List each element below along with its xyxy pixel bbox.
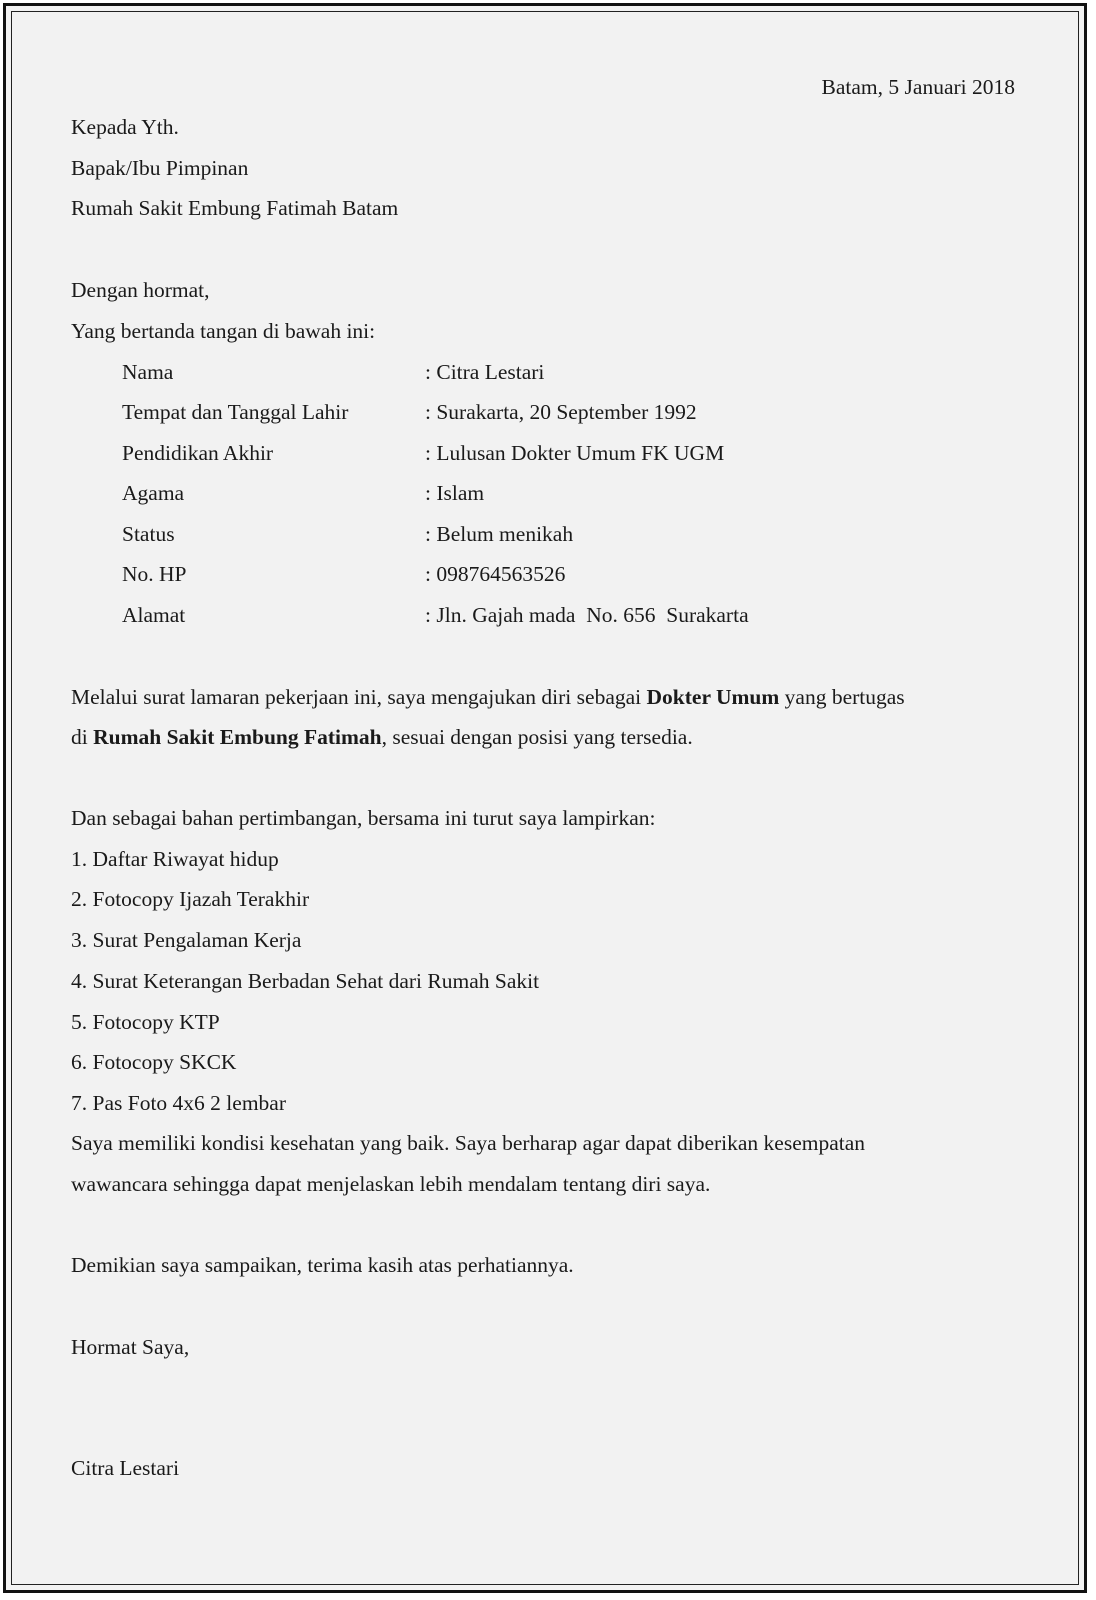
attachment-item: 6. Fotocopy SKCK bbox=[71, 1050, 237, 1074]
attachment-item: 2. Fotocopy Ijazah Terakhir bbox=[71, 887, 310, 911]
identity-label: Nama bbox=[122, 360, 174, 384]
identity-label: Agama bbox=[122, 481, 185, 505]
closing-line: Demikian saya sampaikan, terima kasih atas perhatiannya. bbox=[71, 1253, 574, 1277]
attachment-item: 1. Daftar Riwayat hidup bbox=[71, 847, 279, 871]
purpose-line-2 bbox=[71, 724, 693, 750]
identity-label: No. HP bbox=[122, 562, 187, 586]
identity-value: : 098764563526 bbox=[425, 562, 566, 586]
recipient-line-3: Rumah Sakit Embung Fatimah Batam bbox=[71, 196, 399, 220]
purpose-text: yang bertugas bbox=[779, 685, 905, 709]
attachments-intro: Dan sebagai bahan pertimbangan, bersama ini turut saya lampirkan: bbox=[71, 806, 656, 830]
identity-value: : Citra Lestari bbox=[425, 360, 545, 384]
position-name: Dokter Umum bbox=[646, 685, 780, 709]
identity-value: : Jln. Gajah mada No. 656 Surakarta bbox=[425, 603, 749, 627]
letter-date: Batam, 5 Januari 2018 bbox=[821, 75, 1015, 99]
health-line-2: wawancara sehingga dapat menjelaskan lebih mendalam tentang diri saya. bbox=[71, 1172, 711, 1196]
purpose-text: Melalui surat lamaran pekerjaan ini, saya mengajukan diri sebagai bbox=[71, 685, 647, 709]
identity-value: : Lulusan Dokter Umum FK UGM bbox=[425, 441, 725, 465]
identity-label: Status bbox=[122, 522, 175, 546]
health-line-1: Saya memiliki kondisi kesehatan yang baik. Saya berharap agar dapat diberikan kesempatan bbox=[71, 1131, 866, 1155]
attachment-item: 7. Pas Foto 4x6 2 lembar bbox=[71, 1091, 286, 1115]
identity-value: : Surakarta, 20 September 1992 bbox=[425, 400, 697, 424]
identity-label: Alamat bbox=[122, 603, 186, 627]
attachment-item: 4. Surat Keterangan Berbadan Sehat dari Rumah Sakit bbox=[71, 969, 540, 993]
document-inner-frame bbox=[11, 11, 1079, 1585]
recipient-line-2: Bapak/Ibu Pimpinan bbox=[71, 156, 249, 180]
signature-name: Citra Lestari bbox=[71, 1456, 180, 1480]
recipient-line-1: Kepada Yth. bbox=[71, 115, 179, 139]
greeting: Dengan hormat, bbox=[71, 278, 210, 302]
document-outer-frame bbox=[3, 3, 1087, 1593]
identity-label: Pendidikan Akhir bbox=[122, 441, 274, 465]
identity-value: : Islam bbox=[425, 481, 485, 505]
hospital-name: Rumah Sakit Embung Fatimah bbox=[93, 725, 382, 749]
purpose-text: , sesuai dengan posisi yang tersedia. bbox=[381, 725, 693, 749]
attachment-item: 5. Fotocopy KTP bbox=[71, 1010, 220, 1034]
attachment-item: 3. Surat Pengalaman Kerja bbox=[71, 928, 302, 952]
purpose-text: di bbox=[71, 725, 94, 749]
intro-line: Yang bertanda tangan di bawah ini: bbox=[71, 319, 376, 343]
identity-label: Tempat dan Tanggal Lahir bbox=[122, 400, 349, 424]
purpose-line-1 bbox=[71, 684, 905, 710]
identity-value: : Belum menikah bbox=[425, 522, 574, 546]
regards-line: Hormat Saya, bbox=[71, 1335, 190, 1359]
